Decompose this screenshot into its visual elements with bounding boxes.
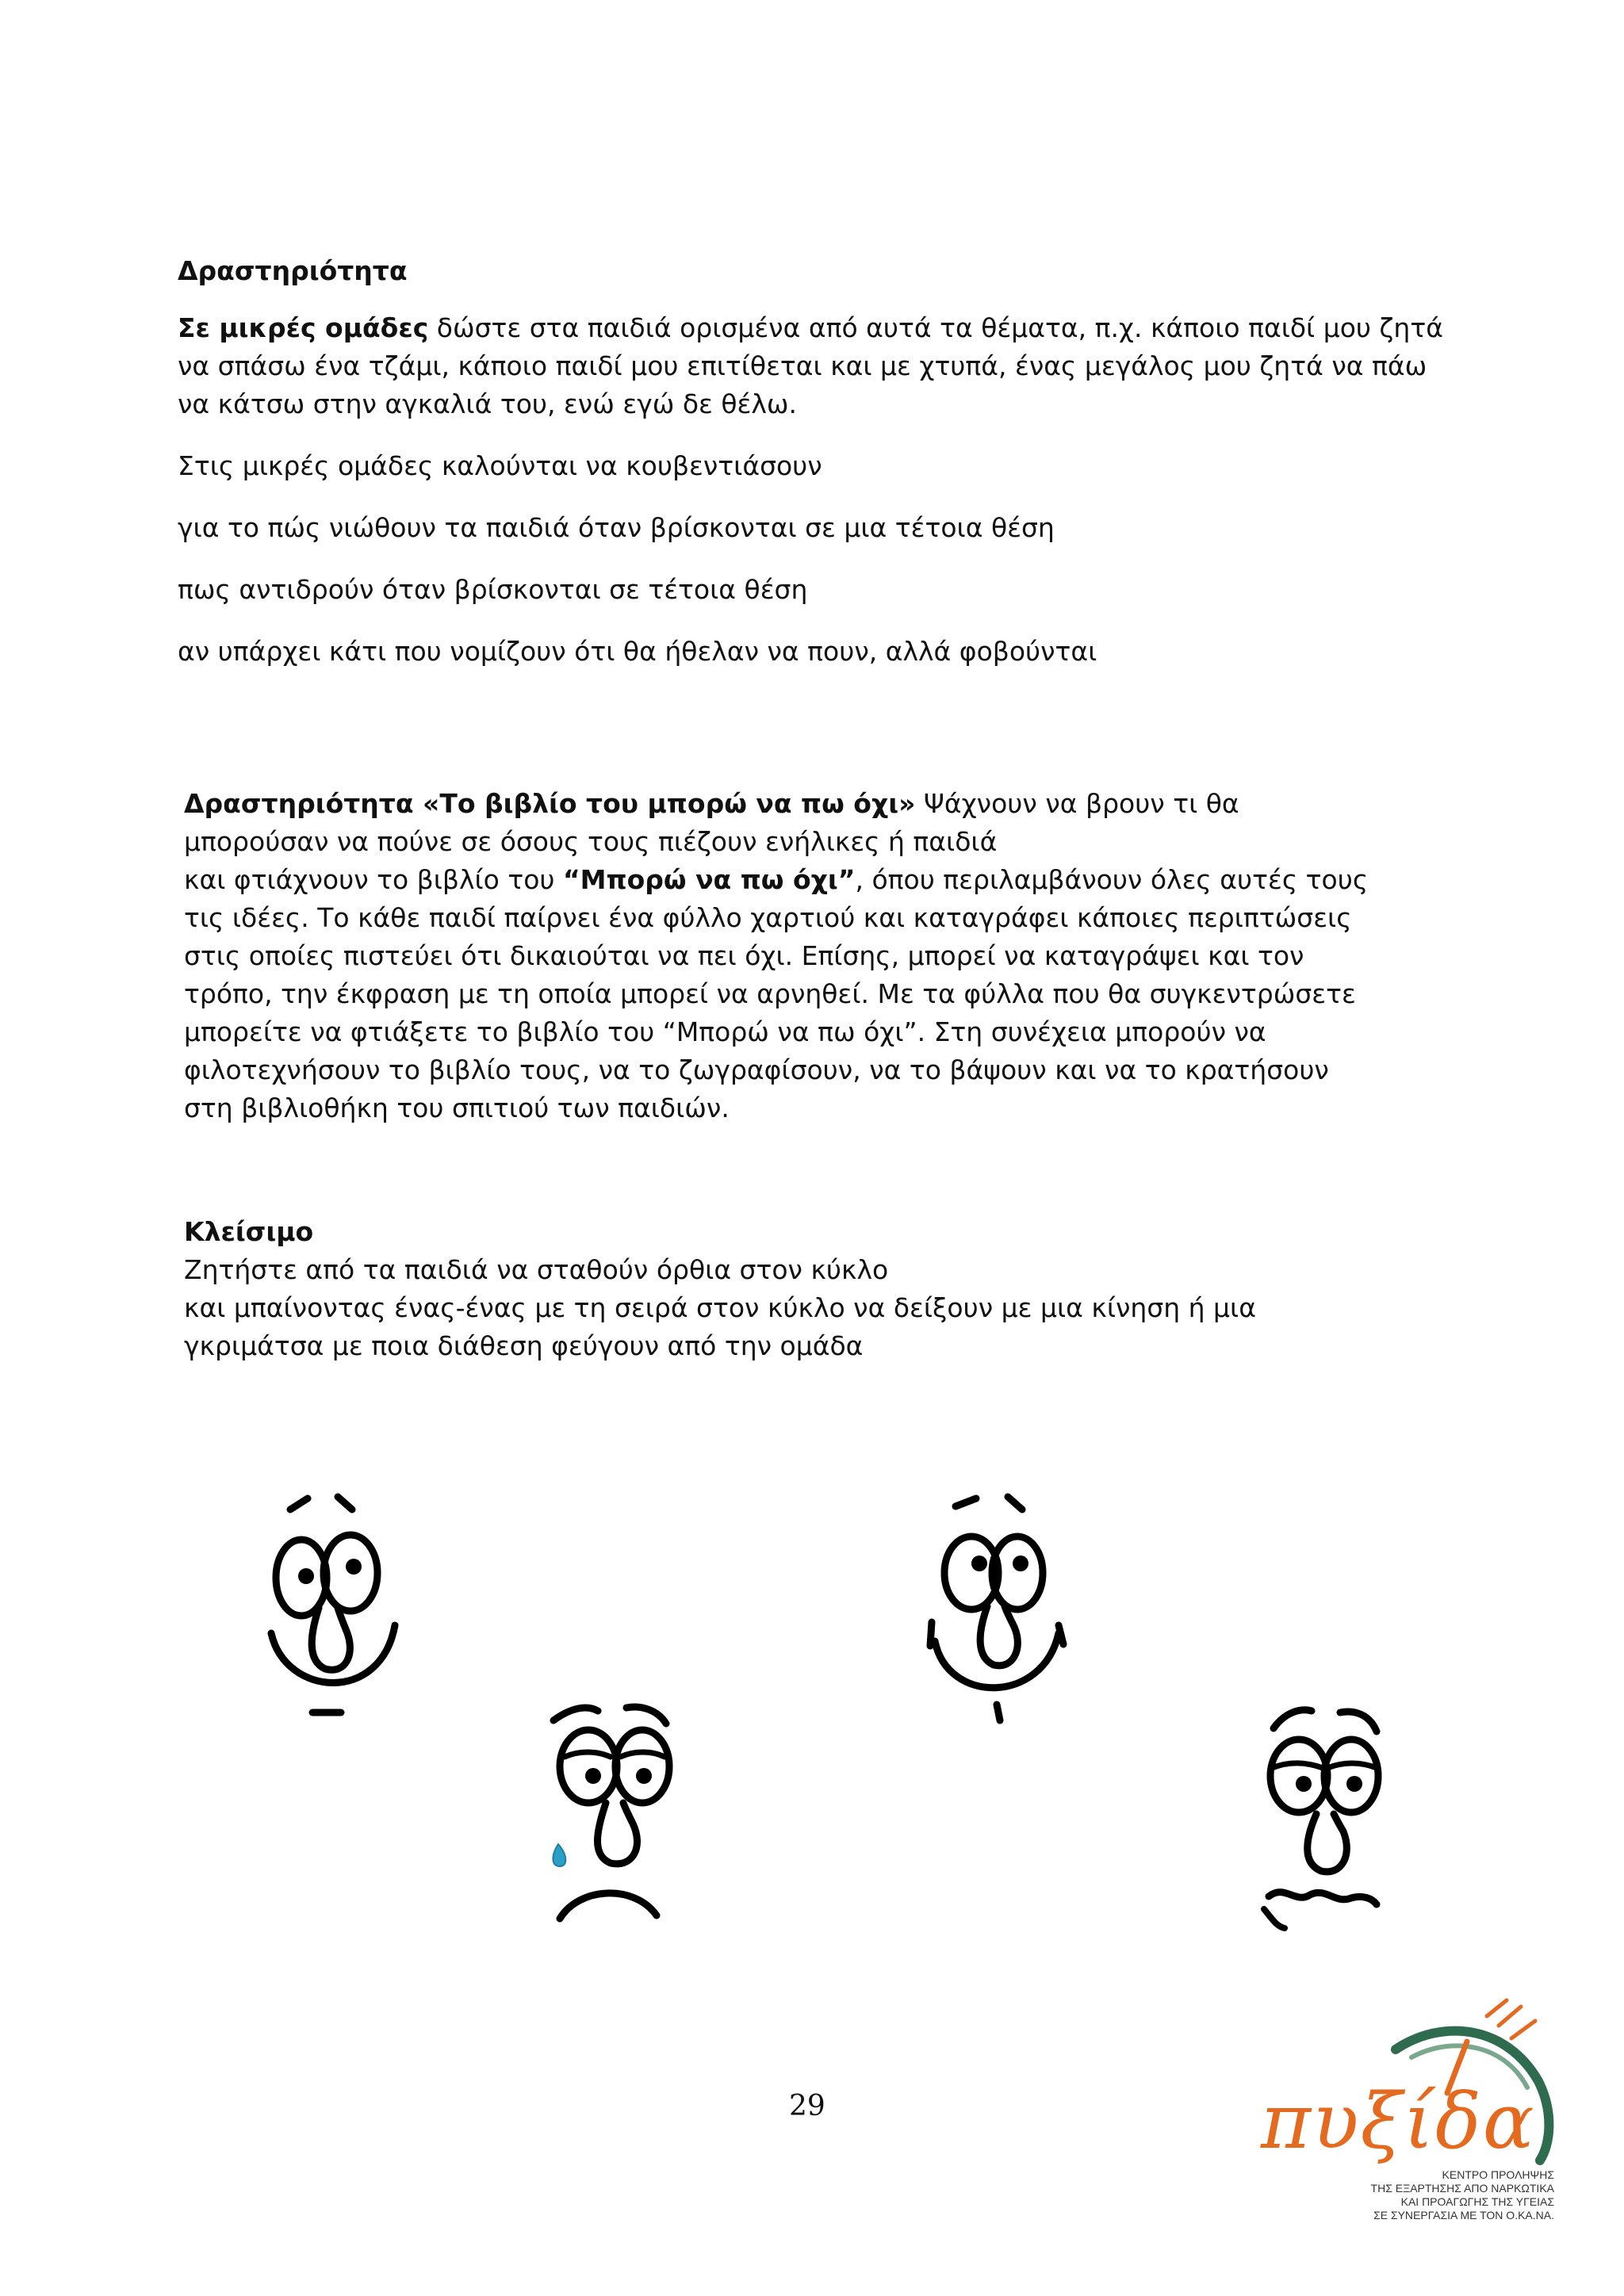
worried-face-icon [1253,1697,1404,1934]
logo-wordmark: πυξίδα [1261,2077,1536,2166]
activity2-line6: τρόπο, την έκφραση με τη οποία μπορεί να αρνηθεί. Με τα φύλλα που θα συγκεντρώσετε [184,978,1356,1009]
pyxida-logo [1245,1994,1562,2263]
activity1-section [178,252,1557,671]
closing-line2: και μπαίνοντας ένας-ένας με τη σειρά στον κύκλο να δείξουν με μια κίνηση ή μια [184,1292,1256,1323]
page-number: 29 [789,2090,825,2122]
activity1-line: αν υπάρχει κάτι που νομίζουν ότι θα ήθελαν να πουν, αλλά φοβούνται [178,636,1097,667]
activity1-title: Δραστηριότητα [178,255,408,286]
grinning-face-icon [924,1490,1074,1728]
activity1-intro [178,309,1557,347]
closing-line1: Ζητήστε από τα παιδιά να σταθούν όρθια στον κύκλο [184,1254,889,1285]
activity2-title: Δραστηριότητα «Το βιβλίο του μπορώ να πω όχι» [184,788,916,819]
activity2-line4: τις ιδέες. Το κάθε παιδί παίρνει ένα φύλλο χαρτιού και καταγράφει κάποιες περιπτώσεις [184,902,1352,933]
activity2-section [184,785,1564,1127]
activity2-line9: στη βιβλιοθήκη του σπιτιού των παιδιών. [184,1093,730,1123]
activity1-intro-line3: να κάτσω στην αγκαλιά του, ενώ εγώ δε θέλω. [178,388,798,419]
happy-face-icon [262,1490,412,1728]
activity1-intro-bold: Σε μικρές ομάδες [178,312,429,343]
closing-section [184,1213,1564,1365]
activity2-line2: μπορούσαν να πούνε σε όσους τους πιέζουν ενήλικες ή παιδιά [184,826,998,857]
activity1-line: για το πώς νιώθουν τα παιδιά όταν βρίσκονται σε μια τέτοια θέση [178,512,1055,543]
activity2-line3: και φτιάχνουν το βιβλίο του “Μπορώ να πω όχι”, όπου περιλαμβάνουν όλες αυτές τους [184,864,1369,895]
activity1-line: πως αντιδρούν όταν βρίσκονται σε τέτοια θέση [178,574,808,605]
closing-line3: γκριμάτσα με ποια διάθεση φεύγουν από την ομάδα [184,1330,864,1361]
activity2-line8: φιλοτεχνήσουν το βιβλίο τους, να το ζωγραφίσουν, να το βάψουν και να το κρατήσουν [184,1054,1329,1085]
activity1-intro-line1: δώστε στα παιδιά ορισμένα από αυτά τα θέματα, π.χ. κάποιο παιδί μου ζητά [428,312,1443,343]
activity1-intro-line2: να σπάσω ένα τζάμι, κάποιο παιδί μου επιτίθεται και με χτυπά, ένας μεγάλος μου ζητά να πάω [178,350,1427,381]
activity2-line7: μπορείτε να φτιάξετε το βιβλίο του “Μπορώ να πω όχι”. Στη συνέχεια μπορούν να [184,1016,1266,1047]
book-title-bold: “Μπορώ να πω όχι” [562,864,856,895]
closing-title: Κλείσιμο [184,1216,314,1247]
crying-face-icon [547,1697,698,1934]
activity1-line: Στις μικρές ομάδες καλούνται να κουβεντιάσουν [178,450,822,481]
logo-subtitle: ΚΕΝΤΡΟ ΠΡΟΛΗΨΗΣ ΤΗΣ ΕΞΑΡΤΗΣΗΣ ΑΠΟ ΝΑΡΚΩΤΙΚΑ ΚΑΙ ΠΡΟΑΓΩΓΗΣ ΤΗΣ ΥΓΕΙΑΣ ΣΕ ΣΥΝΕΡΓΑΣΙΑ ΜΕ ΤΟΝ Ο.ΚΑ.ΝΑ. [1370,2168,1554,2221]
activity2-line5: στις οποίες πιστεύει ότι δικαιούται να πει όχι. Επίσης, μπορεί να καταγράψει και τον [184,940,1304,971]
activity2-line1: Δραστηριότητα «Το βιβλίο του μπορώ να πω όχι» Ψάχνουν να βρουν τι θα [184,788,1239,819]
